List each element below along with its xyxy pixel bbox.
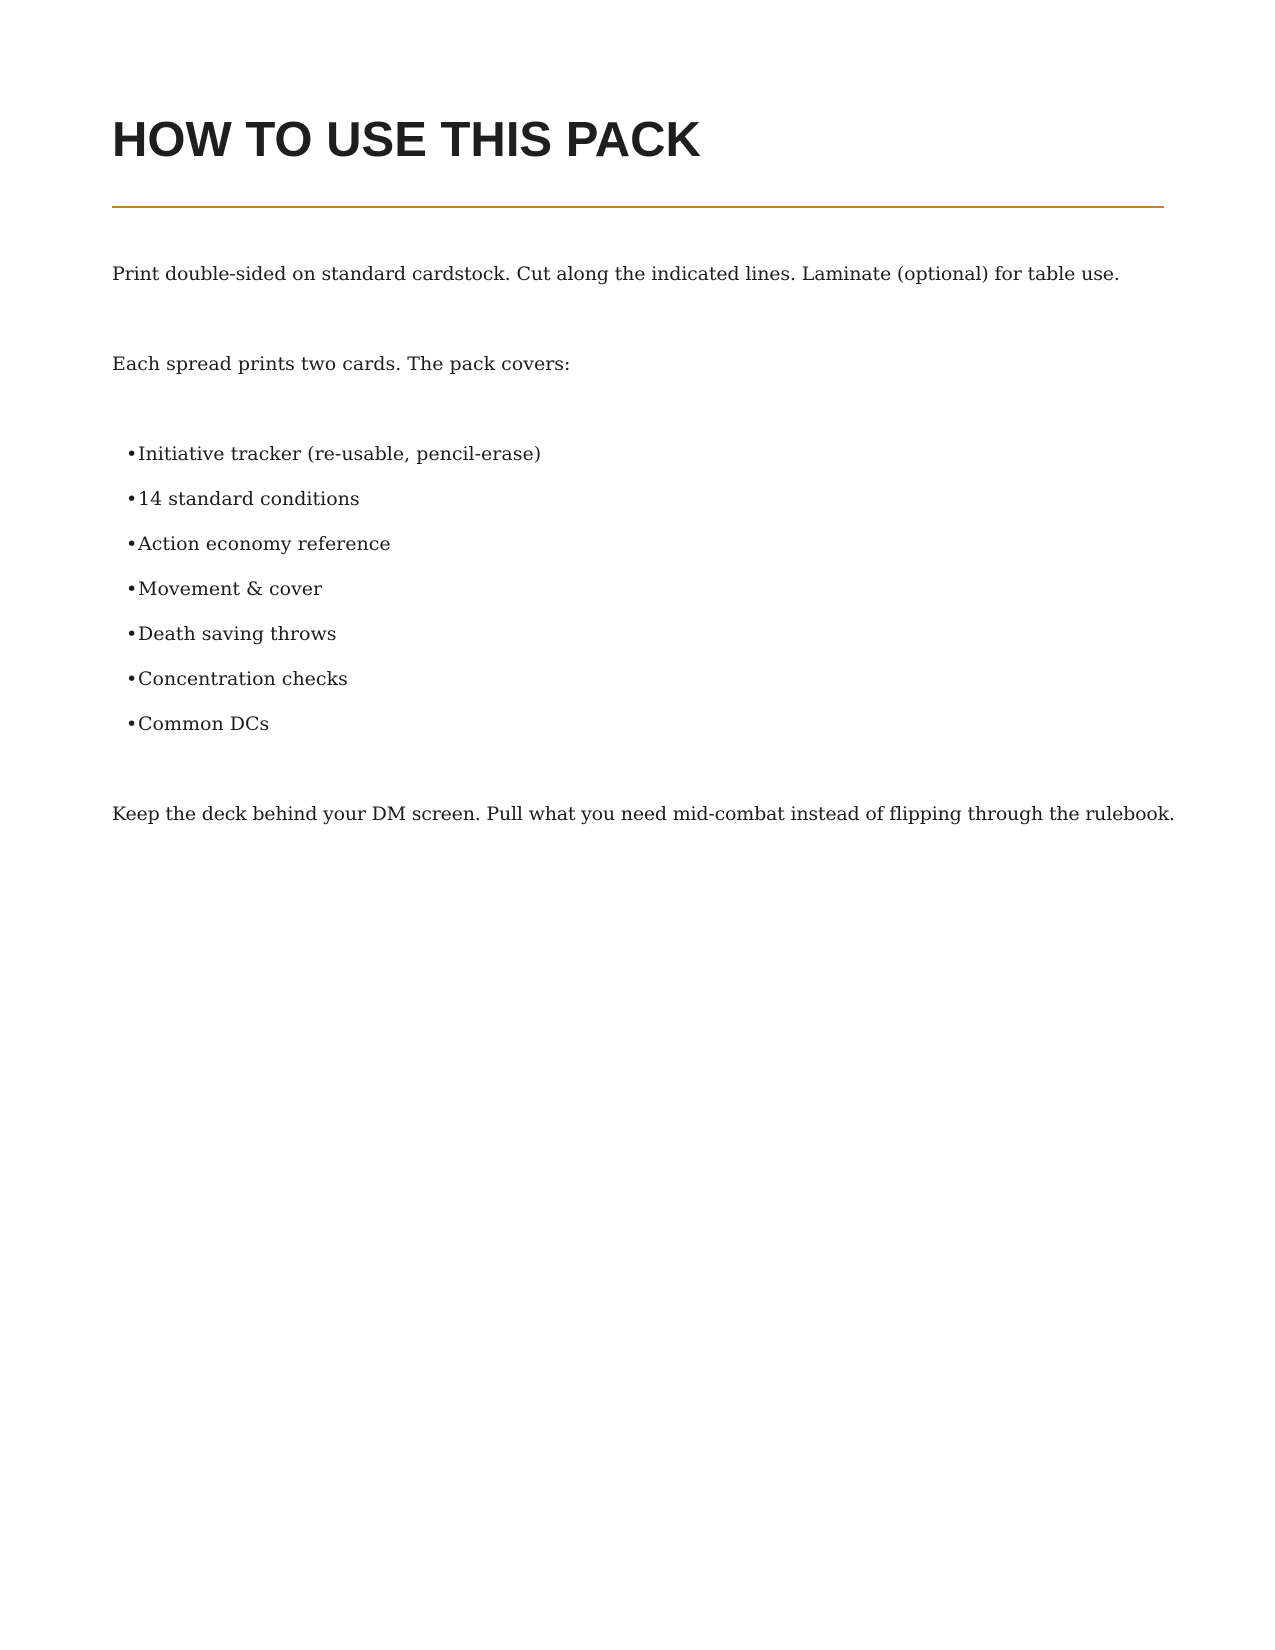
list-item xyxy=(126,666,541,711)
list-item-label: 14 standard conditions xyxy=(138,488,360,510)
list-item-label: Action economy reference xyxy=(138,533,391,555)
list-item-label: Initiative tracker (re-usable, pencil-erase) xyxy=(138,443,542,465)
page-title: HOW TO USE THIS PACK xyxy=(112,113,701,167)
list-item xyxy=(126,441,541,486)
bullet-icon: • xyxy=(126,488,138,510)
closing-paragraph: Keep the deck behind your DM screen. Pull what you need mid-combat instead of flipping through the rulebook. xyxy=(112,803,1175,825)
title-divider xyxy=(112,206,1164,208)
bullet-icon: • xyxy=(126,578,138,600)
list-item xyxy=(126,711,541,756)
list-item-label: Death saving throws xyxy=(138,623,337,645)
bullet-icon: • xyxy=(126,713,138,735)
bullet-icon: • xyxy=(126,668,138,690)
list-item xyxy=(126,621,541,666)
list-item xyxy=(126,576,541,621)
intro-paragraph: Print double-sided on standard cardstock. Cut along the indicated lines. Laminate (optional) for table use. xyxy=(112,263,1120,285)
list-item xyxy=(126,531,541,576)
bullet-icon: • xyxy=(126,443,138,465)
spread-paragraph: Each spread prints two cards. The pack covers: xyxy=(112,353,571,375)
list-item-label: Common DCs xyxy=(138,713,270,735)
bullet-icon: • xyxy=(126,533,138,555)
list-item-label: Concentration checks xyxy=(138,668,348,690)
bullet-icon: • xyxy=(126,623,138,645)
list-item-label: Movement & cover xyxy=(138,578,323,600)
contents-list xyxy=(126,441,541,756)
list-item xyxy=(126,486,541,531)
